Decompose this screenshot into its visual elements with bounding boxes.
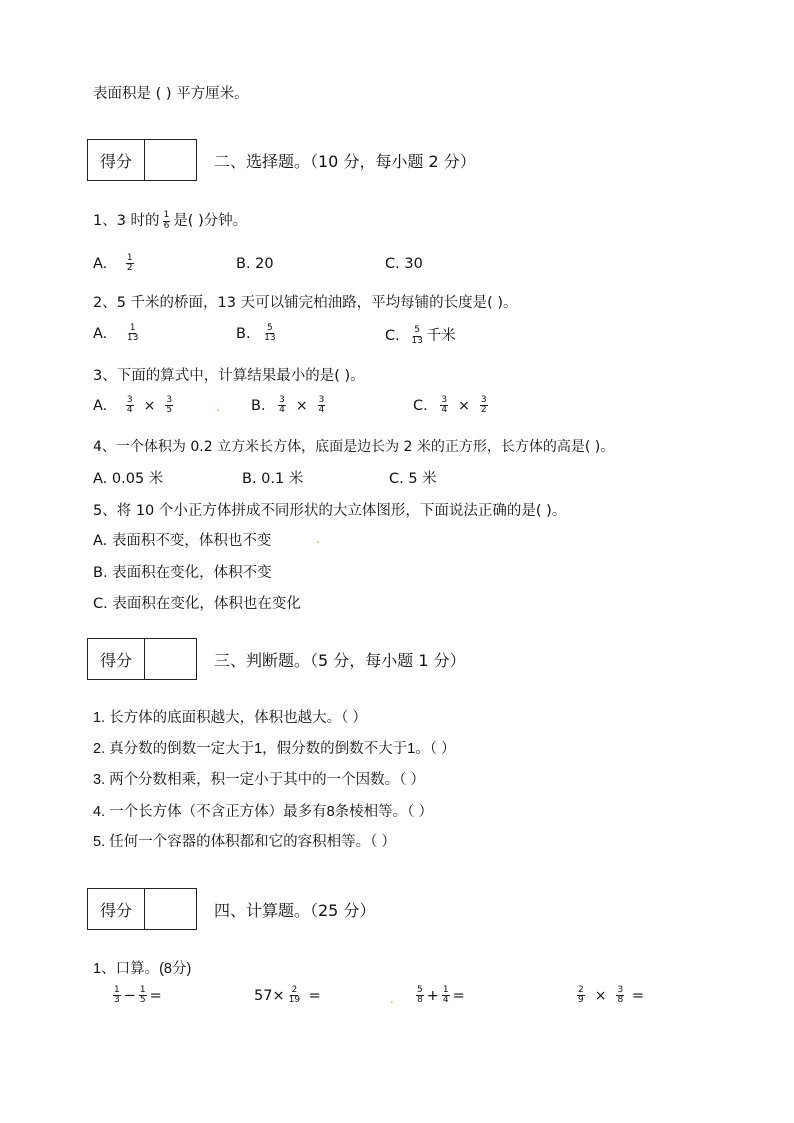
fraction: $\frac{2}{9}$ (578, 985, 584, 1006)
score-box-section3 (87, 638, 197, 680)
section2-title: 二、选择题。（10 分，每小题 2 分） (214, 152, 476, 171)
q3-option-c[interactable]: C. $\frac{3}{4}$ × $\frac{3}{2}$ (413, 395, 487, 416)
q4-option-c[interactable]: C. 5 米 (389, 471, 437, 487)
judge-item-3: 3. 两个分数相乘，积一定小于其中的一个因数。（ ） (93, 772, 425, 788)
score-label: 得分 (88, 889, 145, 929)
judge-item-1: 1. 长方体的底面积越大，体积也越大。（ ） (93, 710, 367, 726)
fraction: $\frac{5}{8}$ (417, 985, 423, 1006)
stray-dot: . (216, 400, 220, 414)
fraction: $\frac{3}{4}$ (279, 395, 285, 416)
score-field[interactable] (145, 889, 196, 929)
score-box-section2 (87, 139, 197, 181)
judge-item-2: 2. 真分数的倒数一定大于1，假分数的倒数不大于1。（ ） (93, 741, 456, 757)
q3-option-b[interactable]: B. $\frac{3}{4}$ × $\frac{3}{4}$ (251, 395, 325, 416)
fraction: $\frac{2}{19}$ (288, 985, 301, 1006)
fraction: $\frac{5}{13}$ (264, 323, 276, 344)
fraction: $\frac{3}{4}$ (126, 395, 133, 416)
fraction: $\frac{3}{2}$ (480, 395, 487, 416)
q4-option-b[interactable]: B. 0.1 米 (242, 471, 304, 487)
q2-option-a[interactable]: A. $\frac{1}{13}$ (93, 323, 139, 344)
q5-option-a[interactable]: A. 表面积不变，体积也不变 (93, 533, 272, 549)
q1-stem (93, 209, 247, 231)
score-box-section4 (87, 888, 197, 930)
q3-option-a[interactable]: A. $\frac{3}{4}$ × $\frac{3}{5}$ (93, 395, 173, 416)
stray-dot: . (390, 992, 394, 1006)
q2-stem: 2、5 千米的桥面，13 天可以铺完柏油路，平均每铺的长度是( )。 (93, 295, 518, 311)
q1-option-c[interactable]: C. 30 (385, 256, 423, 272)
score-field[interactable] (145, 140, 196, 180)
q4-stem: 4、一个体积为 0.2 立方米长方体，底面是边长为 2 米的正方形，长方体的高是( )。 (93, 439, 615, 455)
q4-option-a[interactable]: A. 0.05 米 (93, 471, 164, 487)
judge-item-5: 5. 任何一个容器的体积都和它的容积相等。（ ） (93, 834, 396, 850)
stray-dot: . (316, 532, 320, 546)
fraction: $\frac{1}{2}$ (126, 253, 133, 274)
fraction: $\frac{1}{5}$ (139, 985, 146, 1006)
fraction: $\frac{5}{13}$ (411, 325, 423, 346)
fraction: $\frac{1}{4}$ (442, 985, 449, 1006)
fraction: $\frac{3}{8}$ (617, 985, 624, 1006)
q1-option-a[interactable]: A. $\frac{1}{2}$ (93, 253, 133, 274)
fraction: $\frac{3}{4}$ (441, 395, 448, 416)
q1-prefix: 1、3 时的 (93, 213, 160, 229)
q3-stem: 3、下面的算式中，计算结果最小的是( )。 (93, 368, 365, 384)
score-label: 得分 (88, 639, 145, 679)
calc-expression-2: 57× $\frac{2}{19}$ = (254, 985, 321, 1006)
judge-item-4: 4. 一个长方体（不含正方体）最多有8条棱相等。（ ） (93, 804, 433, 820)
q5-option-c[interactable]: C. 表面积在变化，体积也在变化 (93, 596, 301, 612)
fraction: $\frac{3}{4}$ (318, 395, 325, 416)
section3-title: 三、判断题。（5 分，每小题 1 分） (214, 651, 466, 670)
calc-expression-1: $\frac{1}{3}$ − $\frac{1}{5}$ = (114, 985, 162, 1006)
q2-option-b[interactable]: B. $\frac{5}{13}$ (236, 323, 276, 344)
calc-expression-3: $\frac{5}{8}$ + $\frac{1}{4}$ = (417, 985, 465, 1006)
fraction: $\frac{1}{6}$ (163, 210, 170, 231)
fraction: $\frac{1}{3}$ (114, 985, 120, 1006)
q1-suffix: 是( )分钟。 (173, 213, 248, 229)
q2-option-c[interactable]: C. $\frac{5}{13}$ 千米 (385, 325, 456, 346)
score-label: 得分 (88, 140, 145, 180)
fraction: $\frac{3}{5}$ (166, 395, 173, 416)
q5-stem: 5、将 10 个小正方体拼成不同形状的大立体图形，下面说法正确的是( )。 (93, 503, 567, 519)
score-field[interactable] (145, 639, 196, 679)
calc-expression-4: $\frac{2}{9}$ × $\frac{3}{8}$ = (578, 985, 644, 1006)
fraction: $\frac{1}{13}$ (126, 323, 139, 344)
section4-title: 四、计算题。（25 分） (214, 901, 376, 920)
q1-option-b[interactable]: B. 20 (236, 256, 274, 272)
oral-calc-heading: 1、口算。(8分) (93, 961, 192, 977)
top-line: 表面积是 ( ) 平方厘米。 (93, 86, 249, 102)
q5-option-b[interactable]: B. 表面积在变化，体积不变 (93, 565, 272, 581)
